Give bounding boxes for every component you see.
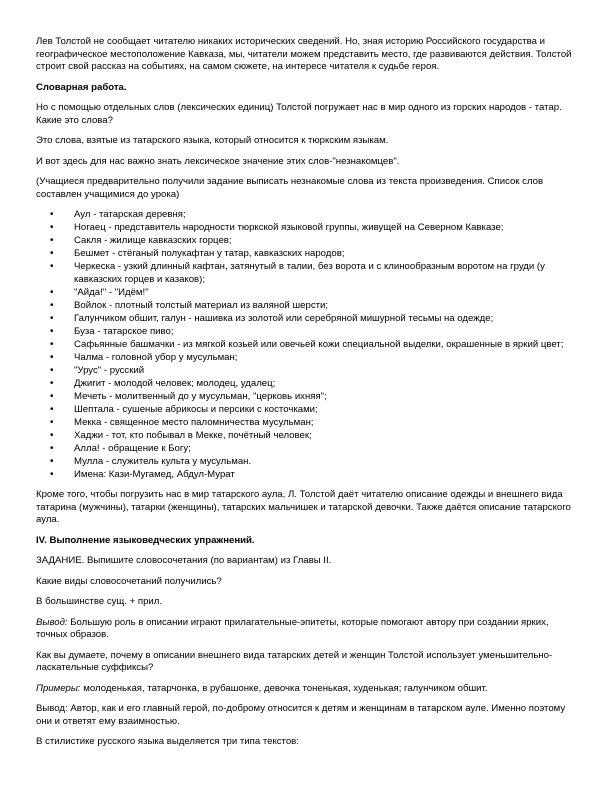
conclusion-text: Большую роль в описании играют прилагательные-эпитеты, которые помогают автору при создании ярких, точных образов. [36, 616, 549, 640]
list-item: • Войлок - плотный толстый материал из валяной шерсти; [62, 300, 578, 313]
paragraph-question-suffixes: Как вы думаете, почему в описании внешнего вида татарских детей и женщин Толстой использует уменьшительно-ласкательные суффиксы? [36, 649, 553, 673]
section-heading-exercises: IV. Выполнение языковедческих упражнений. [36, 534, 255, 546]
paragraph-words-question: Но с помощью отдельных слов (лексических единиц) Толстой погружает нас в мир одного из горских народов - татар. Какие это слова? [36, 102, 562, 126]
intro-paragraph: Лев Толстой не сообщает читателю никаких исторических сведений. Но, зная историю Российского государства и географическое местоположение Кавказа, мы, читатели можем представить место, где развиваются действия. Толстой строит свой рассказ на событиях, на самом сюжете, на интересе читателя к судьбе героя. [36, 36, 572, 72]
list-item: • "Айда!" - "Идём!" [62, 287, 578, 300]
list-item: • Буза - татарское пиво; [62, 326, 578, 339]
paragraph-clothing-description: Кроме того, чтобы погрузить нас в мир татарского аула, Л. Толстой даёт читателю описание одежды и внешнего вида татарина (мужчины), татарки (женщины), татарских мальчишек и татарской девочки. Также даётся описание татарского аула. [36, 489, 571, 525]
paragraph-text-types: В стилистике русского языка выделяется три типа текстов: [36, 736, 299, 747]
list-item: • Сакля - жилище кавказских горцев; [62, 235, 578, 248]
paragraph-assignment: ЗАДАНИЕ. Выпишите словосочетания (по вариантам) из Главы II. [36, 555, 332, 566]
conclusion-label: Вывод: [36, 616, 68, 628]
paragraph-answer: В большинстве сущ. + прил. [36, 596, 163, 607]
list-item: • Галунчиком обшит, галун - нашивка из золотой или серебряной мишурной тесьмы на одежде; [62, 313, 578, 326]
list-item: • Черкеска - узкий длинный кафтан, затянутый в талии, без ворота и с клинообразным воротом на груди (у кавказских горцев и казаков); [62, 261, 578, 286]
paragraph-student-task: (Учащиеся предварительно получили задание выписать незнакомые слова из текста произведения. Список слов составлен учащимися до урока) [36, 176, 544, 200]
document-page [36, 36, 578, 757]
paragraph-tatar-language: Это слова, взятые из татарского языка, который относится к тюркским языкам. [36, 135, 389, 146]
examples-text: молоденькая, татарчонка, в рубашонке, девочка тоненькая, худенькая; галунчиком обшит. [80, 682, 488, 694]
list-item: • Чалма - головной убор у мусульман; [62, 352, 578, 365]
paragraph-conclusion-epithets [36, 617, 578, 642]
list-item: • Аул - татарская деревня; [62, 209, 578, 222]
list-item: • Алла! - обращение к Богу; [62, 443, 578, 456]
list-item: • "Урус" - русский [62, 365, 578, 378]
list-item: • Мекка - священное место паломничества мусульман; [62, 417, 578, 430]
examples-label: Примеры: [36, 682, 81, 694]
list-item: • Имена: Кази-Мугамед, Абдул-Мурат [62, 469, 578, 482]
list-item: • Шептала - сушеные абрикосы и персики с косточками; [62, 404, 578, 417]
paragraph-examples [36, 683, 578, 696]
list-item: • Хаджи - тот, кто побывал в Мекке, почётный человек; [62, 430, 578, 443]
paragraph-question-types: Какие виды словосочетаний получились? [36, 575, 222, 587]
section-heading-vocabulary: Словарная работа. [36, 81, 127, 93]
list-item: • Бешмет - стёганый полукафтан у татар, кавказских народов; [62, 248, 578, 261]
list-item: • Джигит - молодой человек; молодец, удалец; [62, 378, 578, 391]
list-item: • Мулла - служитель культа у мусульман. [62, 456, 578, 469]
list-item: • Сафьянные башмачки - из мягкой козьей или овечьей кожи специальной выделки, окрашенные в яркий цвет; [62, 339, 578, 352]
paragraph-conclusion-author: Вывод: Автор, как и его главный герой, по-доброму относится к детям и женщинам в татарском ауле. Именно поэтому они и ответят ему взаимностью. [36, 703, 566, 727]
glossary-list [36, 209, 578, 481]
list-item: • Ногаец - представитель народности тюркской языковой группы, живущей на Северном Кавказе; [62, 222, 578, 235]
list-item: • Мечеть - молитвенный до у мусульман, "церковь ихняя"; [62, 391, 578, 404]
paragraph-lexical-meaning: И вот здесь для нас важно знать лексическое значение этих слов-"незнакомцев". [36, 155, 400, 167]
